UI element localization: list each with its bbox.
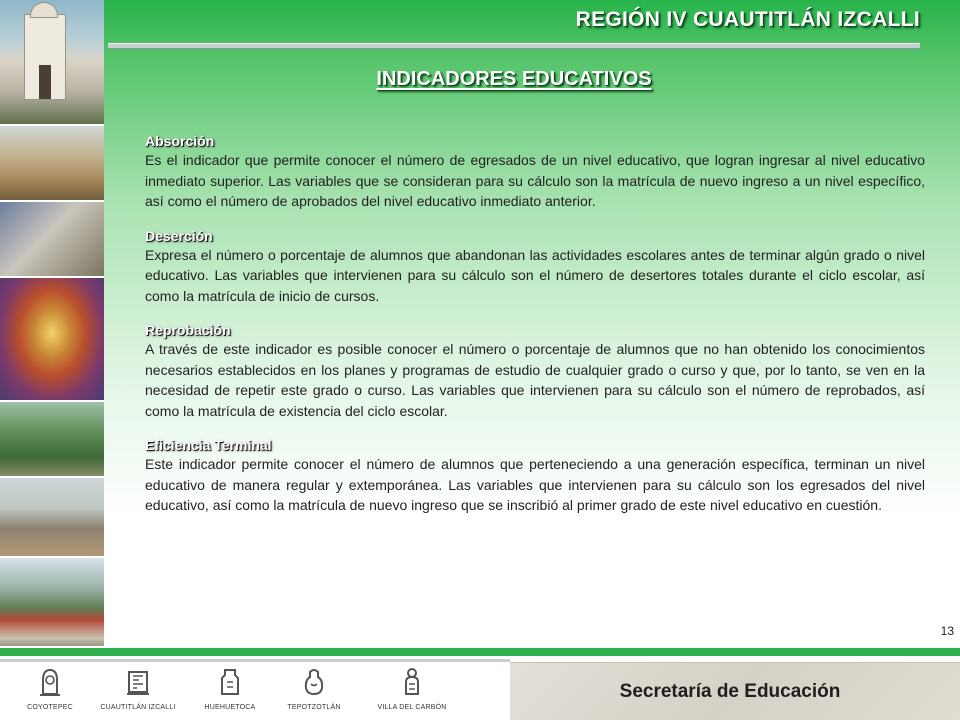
section-desercion: [145, 228, 925, 307]
church-facade: [24, 14, 66, 100]
villa-del-carbon-glyph-icon: [399, 666, 425, 698]
section-body: A través de este indicador es posible conocer el número o porcentaje de alumnos que no han obtenido los conocimientos necesarios establecidos en los planes y programas de estudio de cualquier grado o curso y que, por lo tanto, se ven en la necesidad de repetir este grado o curso. Las variables que intervienen para su cálculo son el número de reprobados, así como la matrícula de existencia del ciclo escolar.: [145, 341, 925, 419]
coyotepec-glyph-icon: [37, 666, 63, 698]
tepotzotlan-glyph-icon: [301, 666, 327, 698]
section-reprobacion: [145, 322, 925, 421]
bottom-band: [0, 648, 960, 656]
section-heading: Reprobación: [145, 322, 231, 338]
municipio-label: HUEHUETOCA: [204, 704, 256, 711]
page-title: INDICADORES EDUCATIVOS: [376, 68, 652, 90]
title-rule: [108, 43, 920, 49]
photo-kiosk: [0, 202, 104, 278]
municipio-label: VILLA DEL CARBÓN: [377, 704, 447, 711]
indicators-content: [145, 133, 925, 532]
section-heading: Absorción: [145, 133, 215, 149]
photo-strip: [0, 0, 104, 648]
secretaria-label: Secretaría de Educación: [619, 681, 841, 702]
section-eficiencia-terminal: [145, 437, 925, 516]
section-body: Este indicador permite conocer el número de alumnos que perteneciendo a una generación específica, terminan un nivel educativo de manera regular y extemporánea. Las variables que intervienen para su cálculo son los egresados del nivel educativo, así como la matrícula de nuevo ingreso que se inscribió al primer grado de este nivel educativo en cuestión.: [145, 456, 925, 513]
photo-arcade: [0, 126, 104, 202]
municipio-cuautitlan-izcalli: [88, 666, 188, 711]
footer: [0, 662, 960, 720]
photo-plaza: [0, 558, 104, 648]
section-heading: Eficiencia Terminal: [145, 437, 272, 453]
photo-ruins: [0, 478, 104, 558]
church-dome: [30, 2, 58, 18]
municipios-row: [0, 662, 510, 720]
section-body: Es el indicador que permite conocer el número de egresados de un nivel educativo, que logran ingresar al nivel educativo inmediato superior. Las variables que se consideran para su cálculo son la matrícula de nuevo ingreso a un nivel específico, así como el número de aprobados del nivel educativo inmediato anterior.: [145, 152, 925, 209]
municipio-label: COYOTEPEC: [27, 704, 73, 711]
secretaria-panel: [510, 662, 960, 720]
region-title: REGIÓN IV CUAUTITLÁN IZCALLI: [575, 8, 920, 31]
municipio-coyotepec: [0, 666, 100, 711]
municipio-label: CUAUTITLÁN IZCALLI: [100, 704, 176, 711]
section-body: Expresa el número o porcentaje de alumnos que abandonan las actividades escolares antes de terminar algún grado o nivel educativo. Las variables que intervienen para su cálculo son el número de desertores totales durante el ciclo escolar, así como la matrícula de inicio de cursos.: [145, 246, 925, 304]
municipio-label: TEPOTZOTLÁN: [287, 704, 341, 711]
huehuetoca-glyph-icon: [217, 666, 243, 698]
municipio-villa-del-carbon: [362, 666, 462, 711]
section-heading: Deserción: [145, 227, 213, 244]
photo-altar: [0, 278, 104, 402]
cuautitlan-izcalli-glyph-icon: [125, 666, 151, 698]
photo-church: [0, 0, 104, 126]
photo-park: [0, 402, 104, 478]
section-absorcion: [145, 133, 925, 212]
page-number: 13: [940, 624, 954, 638]
municipio-tepotzotlan: [264, 666, 364, 711]
